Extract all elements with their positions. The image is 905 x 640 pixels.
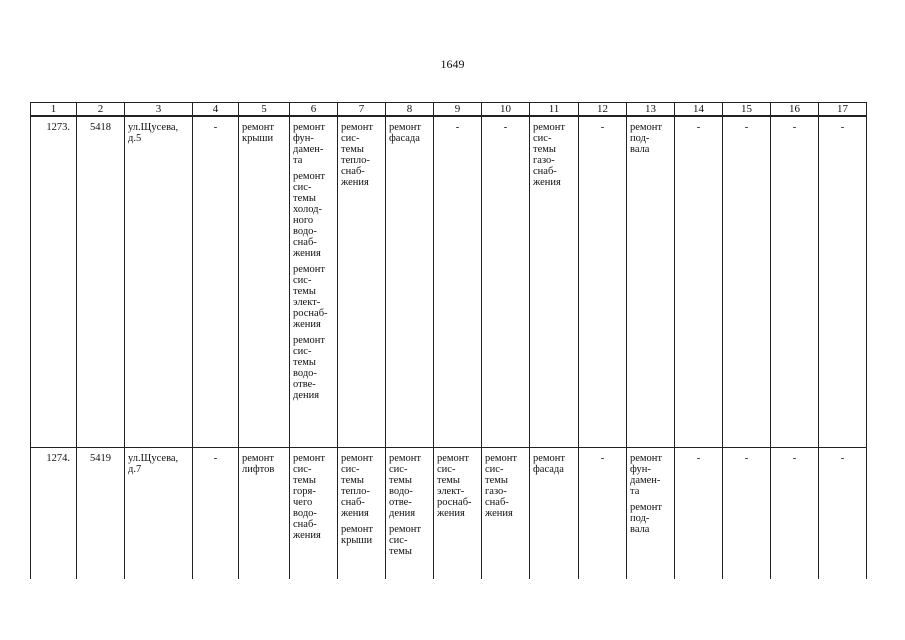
work-item: ремонт сис- темы газо- снаб- жения [485, 453, 518, 519]
column-header: 9 [434, 103, 482, 117]
work-item: ремонт сис- темы газо- снаб- жения [533, 122, 566, 188]
work-item: ремонт сис- темы водо- отве- дения [293, 335, 326, 401]
work-list [386, 448, 433, 557]
address: ул.Щусева, д.5 [128, 122, 179, 144]
cell-value: - [455, 122, 460, 133]
work-list [434, 448, 481, 519]
work-list [627, 448, 674, 535]
cell-value: - [696, 122, 701, 133]
column-header: 16 [771, 103, 819, 117]
column-header: 14 [675, 103, 723, 117]
column-header: 12 [579, 103, 627, 117]
column-header: 6 [290, 103, 338, 117]
column-header: 17 [819, 103, 867, 117]
table-row [31, 448, 867, 580]
column-header: 7 [338, 103, 386, 117]
work-item: ремонт крыши [242, 122, 275, 144]
work-item: ремонт сис- темы элект- роснаб- жения [293, 264, 328, 330]
work-list [290, 448, 337, 541]
work-item: ремонт сис- темы водо- отве- дения [389, 453, 422, 519]
work-list [239, 117, 289, 144]
column-header: 15 [723, 103, 771, 117]
page-number: 1649 [440, 57, 465, 71]
work-item: ремонт крыши [341, 524, 374, 546]
data-table [30, 102, 867, 579]
work-item: ремонт под- вала [630, 122, 663, 155]
cell-value: - [213, 453, 218, 464]
work-item: ремонт фун- дамен- та [293, 122, 326, 166]
work-list [627, 117, 674, 155]
work-item: ремонт сис- темы тепло- снаб- жения [341, 453, 374, 519]
work-item: ремонт сис- темы тепло- снаб- жения [341, 122, 374, 188]
cell-value: - [503, 122, 508, 133]
cell-value: - [600, 122, 605, 133]
column-header: 5 [239, 103, 290, 117]
column-header: 11 [530, 103, 579, 117]
address: ул.Щусева, д.7 [128, 453, 179, 475]
work-item: ремонт фасада [389, 122, 422, 144]
row-number: 1273. [46, 122, 70, 133]
cell-value: - [792, 453, 797, 464]
work-item: ремонт фун- дамен- та [630, 453, 663, 497]
work-list [530, 117, 578, 188]
column-header: 10 [482, 103, 530, 117]
column-header: 1 [31, 103, 77, 117]
work-list [290, 117, 337, 401]
row-number: 1274. [46, 453, 70, 464]
column-header: 13 [627, 103, 675, 117]
column-header: 3 [125, 103, 193, 117]
building-code: 5419 [90, 453, 111, 464]
work-item: ремонт сис- темы холод- ного водо- снаб- жения [293, 171, 326, 259]
cell-value: - [213, 122, 218, 133]
work-list [530, 448, 578, 475]
work-list [386, 117, 433, 144]
column-header: 8 [386, 103, 434, 117]
cell-value: - [744, 122, 749, 133]
work-list [338, 117, 385, 188]
work-list [482, 448, 529, 519]
work-item: ремонт фасада [533, 453, 566, 475]
cell-value: - [792, 122, 797, 133]
work-item: ремонт сис- темы [389, 524, 422, 557]
work-list [338, 448, 385, 546]
column-header: 2 [77, 103, 125, 117]
cell-value: - [840, 453, 845, 464]
column-header: 4 [193, 103, 239, 117]
work-item: ремонт сис- темы элект- роснаб- жения [437, 453, 472, 519]
cell-value: - [744, 453, 749, 464]
building-code: 5418 [90, 122, 111, 133]
cell-value: - [696, 453, 701, 464]
table-row [31, 116, 867, 448]
work-item: ремонт лифтов [242, 453, 275, 475]
cell-value: - [600, 453, 605, 464]
work-list [239, 448, 289, 475]
work-item: ремонт под- вала [630, 502, 663, 535]
work-item: ремонт сис- темы горя- чего водо- снаб- жения [293, 453, 326, 541]
cell-value: - [840, 122, 845, 133]
column-header-row [31, 103, 867, 117]
